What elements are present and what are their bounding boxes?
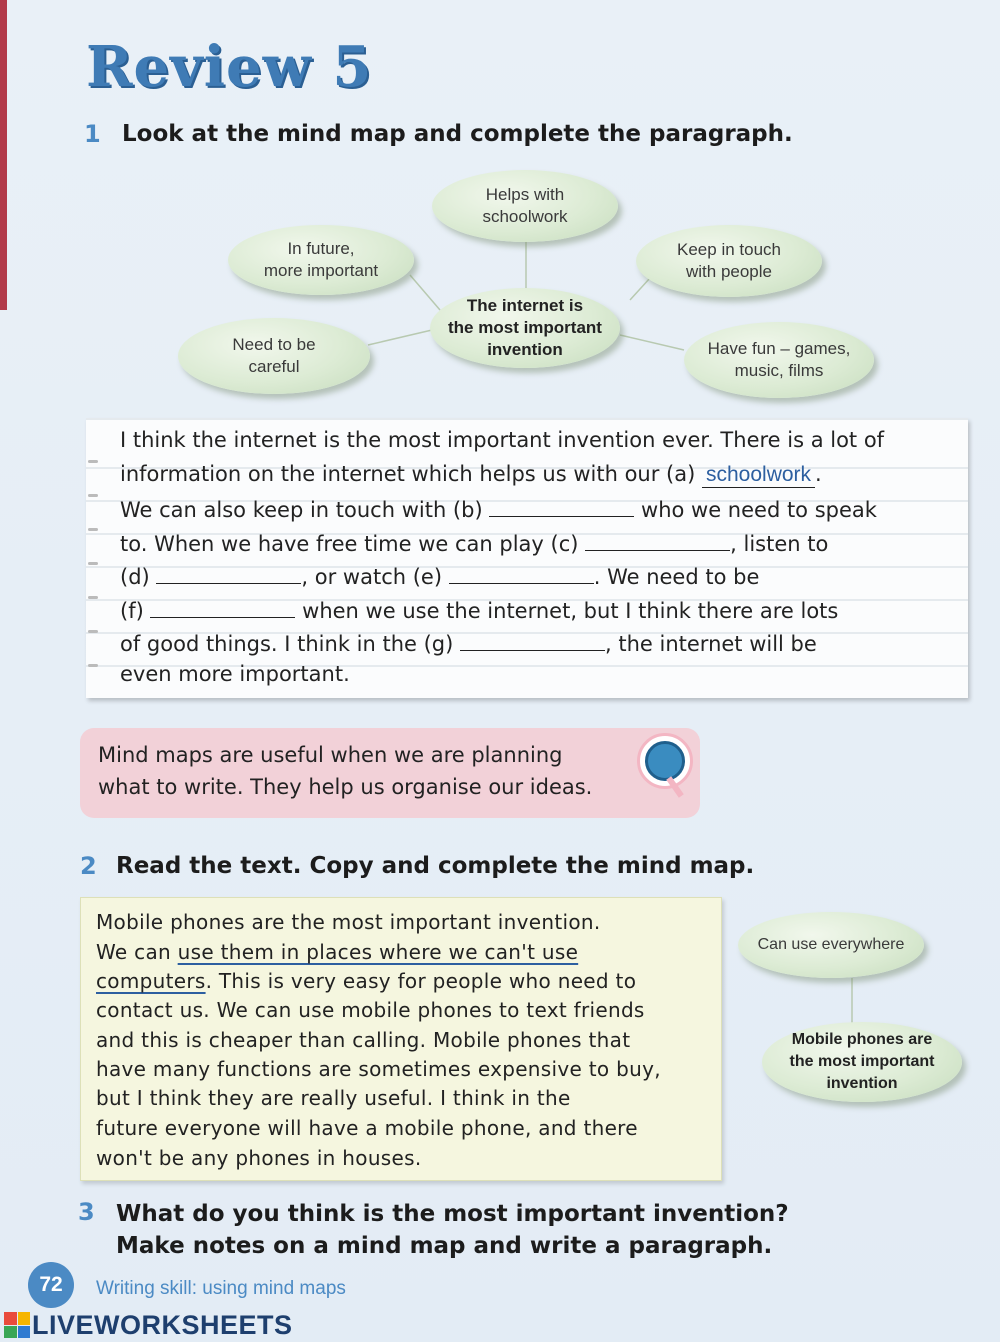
tip-line: Mind maps are useful when we are planning	[98, 743, 563, 767]
paragraph-line-1: I think the internet is the most important invention ever. There is a lot of	[120, 428, 885, 452]
paragraph-line-8: even more important.	[120, 662, 350, 686]
text-underlined: computers	[96, 969, 206, 993]
paragraph-text: . We need to be	[593, 565, 760, 589]
text-line-1: Mobile phones are the most important invention.	[96, 910, 601, 934]
q3-line: Make notes on a mind map and write a paragraph.	[116, 1233, 773, 1259]
paragraph-text: We can also keep in touch with (b)	[120, 498, 483, 522]
q2-mind-map-node-top: Can use everywhere	[738, 912, 924, 978]
text-plain: We can	[96, 940, 178, 964]
mind-map-node-top: Helps with schoolwork	[432, 170, 618, 242]
paragraph-text: when we use the internet, but I think there are lots	[302, 599, 839, 623]
q2-instruction: Read the text. Copy and complete the mind map.	[116, 853, 755, 879]
mind-map-node-lower-right: Have fun – games, music, films	[684, 322, 874, 398]
text-line-9: won't be any phones in houses.	[96, 1146, 422, 1170]
page-title: Review 5	[86, 34, 373, 100]
paragraph-text: .	[815, 462, 822, 486]
page-number: 72	[28, 1262, 74, 1308]
paragraph-text: of good things. I think in the (g)	[120, 632, 454, 656]
paragraph-text: , the internet will be	[605, 632, 817, 656]
brand-name[interactable]: LIVEWORKSHEETS	[32, 1309, 293, 1340]
text-line-8: future everyone will have a mobile phone, and there	[96, 1116, 638, 1140]
tip-line: what to write. They help us organise our ideas.	[98, 775, 593, 799]
brand-logo-icon	[4, 1312, 30, 1338]
text-line-6: have many functions are sometimes expensive to buy,	[96, 1057, 661, 1081]
text-plain: . This is very easy for people who need to	[205, 969, 637, 993]
mind-map-node-upper-left: In future, more important	[228, 225, 414, 295]
q3-line: What do you think is the most important invention?	[116, 1201, 789, 1227]
paragraph-text: information on the internet which helps us with our (a)	[120, 462, 696, 486]
q2-mind-map-center-node: Mobile phones are the most important invention	[762, 1022, 962, 1102]
text-line-5: and this is cheaper than calling. Mobile phones that	[96, 1028, 631, 1052]
q1-number: 1	[84, 120, 101, 148]
q3-instruction	[116, 1198, 789, 1262]
paragraph-text: , listen to	[730, 532, 829, 556]
paragraph-text: (f)	[120, 599, 144, 623]
footer-skill-label: Writing skill: using mind maps	[96, 1278, 346, 1299]
text-line-7: but I think they are really useful. I think in the	[96, 1086, 571, 1110]
paragraph-text: who we need to speak	[641, 498, 877, 522]
paragraph-text: to. When we have free time we can play (c)	[120, 532, 579, 556]
mind-map-node-upper-right: Keep in touch with people	[636, 225, 822, 297]
q3-number: 3	[78, 1198, 95, 1226]
brand-bar	[0, 1308, 293, 1342]
q1-instruction: Look at the mind map and complete the paragraph.	[122, 121, 793, 147]
paragraph-text: (d)	[120, 565, 150, 589]
mind-map-node-lower-left: Need to be careful	[178, 318, 370, 394]
text-line-4: contact us. We can use mobile phones to text friends	[96, 998, 645, 1022]
text-underlined: use them in places where we can't use	[177, 940, 579, 964]
mind-map-center-node: The internet is the most important invention	[430, 288, 620, 368]
answer-a-input[interactable]: schoolwork	[702, 463, 815, 488]
q2-number: 2	[80, 852, 97, 880]
paragraph-text: , or watch (e)	[301, 565, 443, 589]
